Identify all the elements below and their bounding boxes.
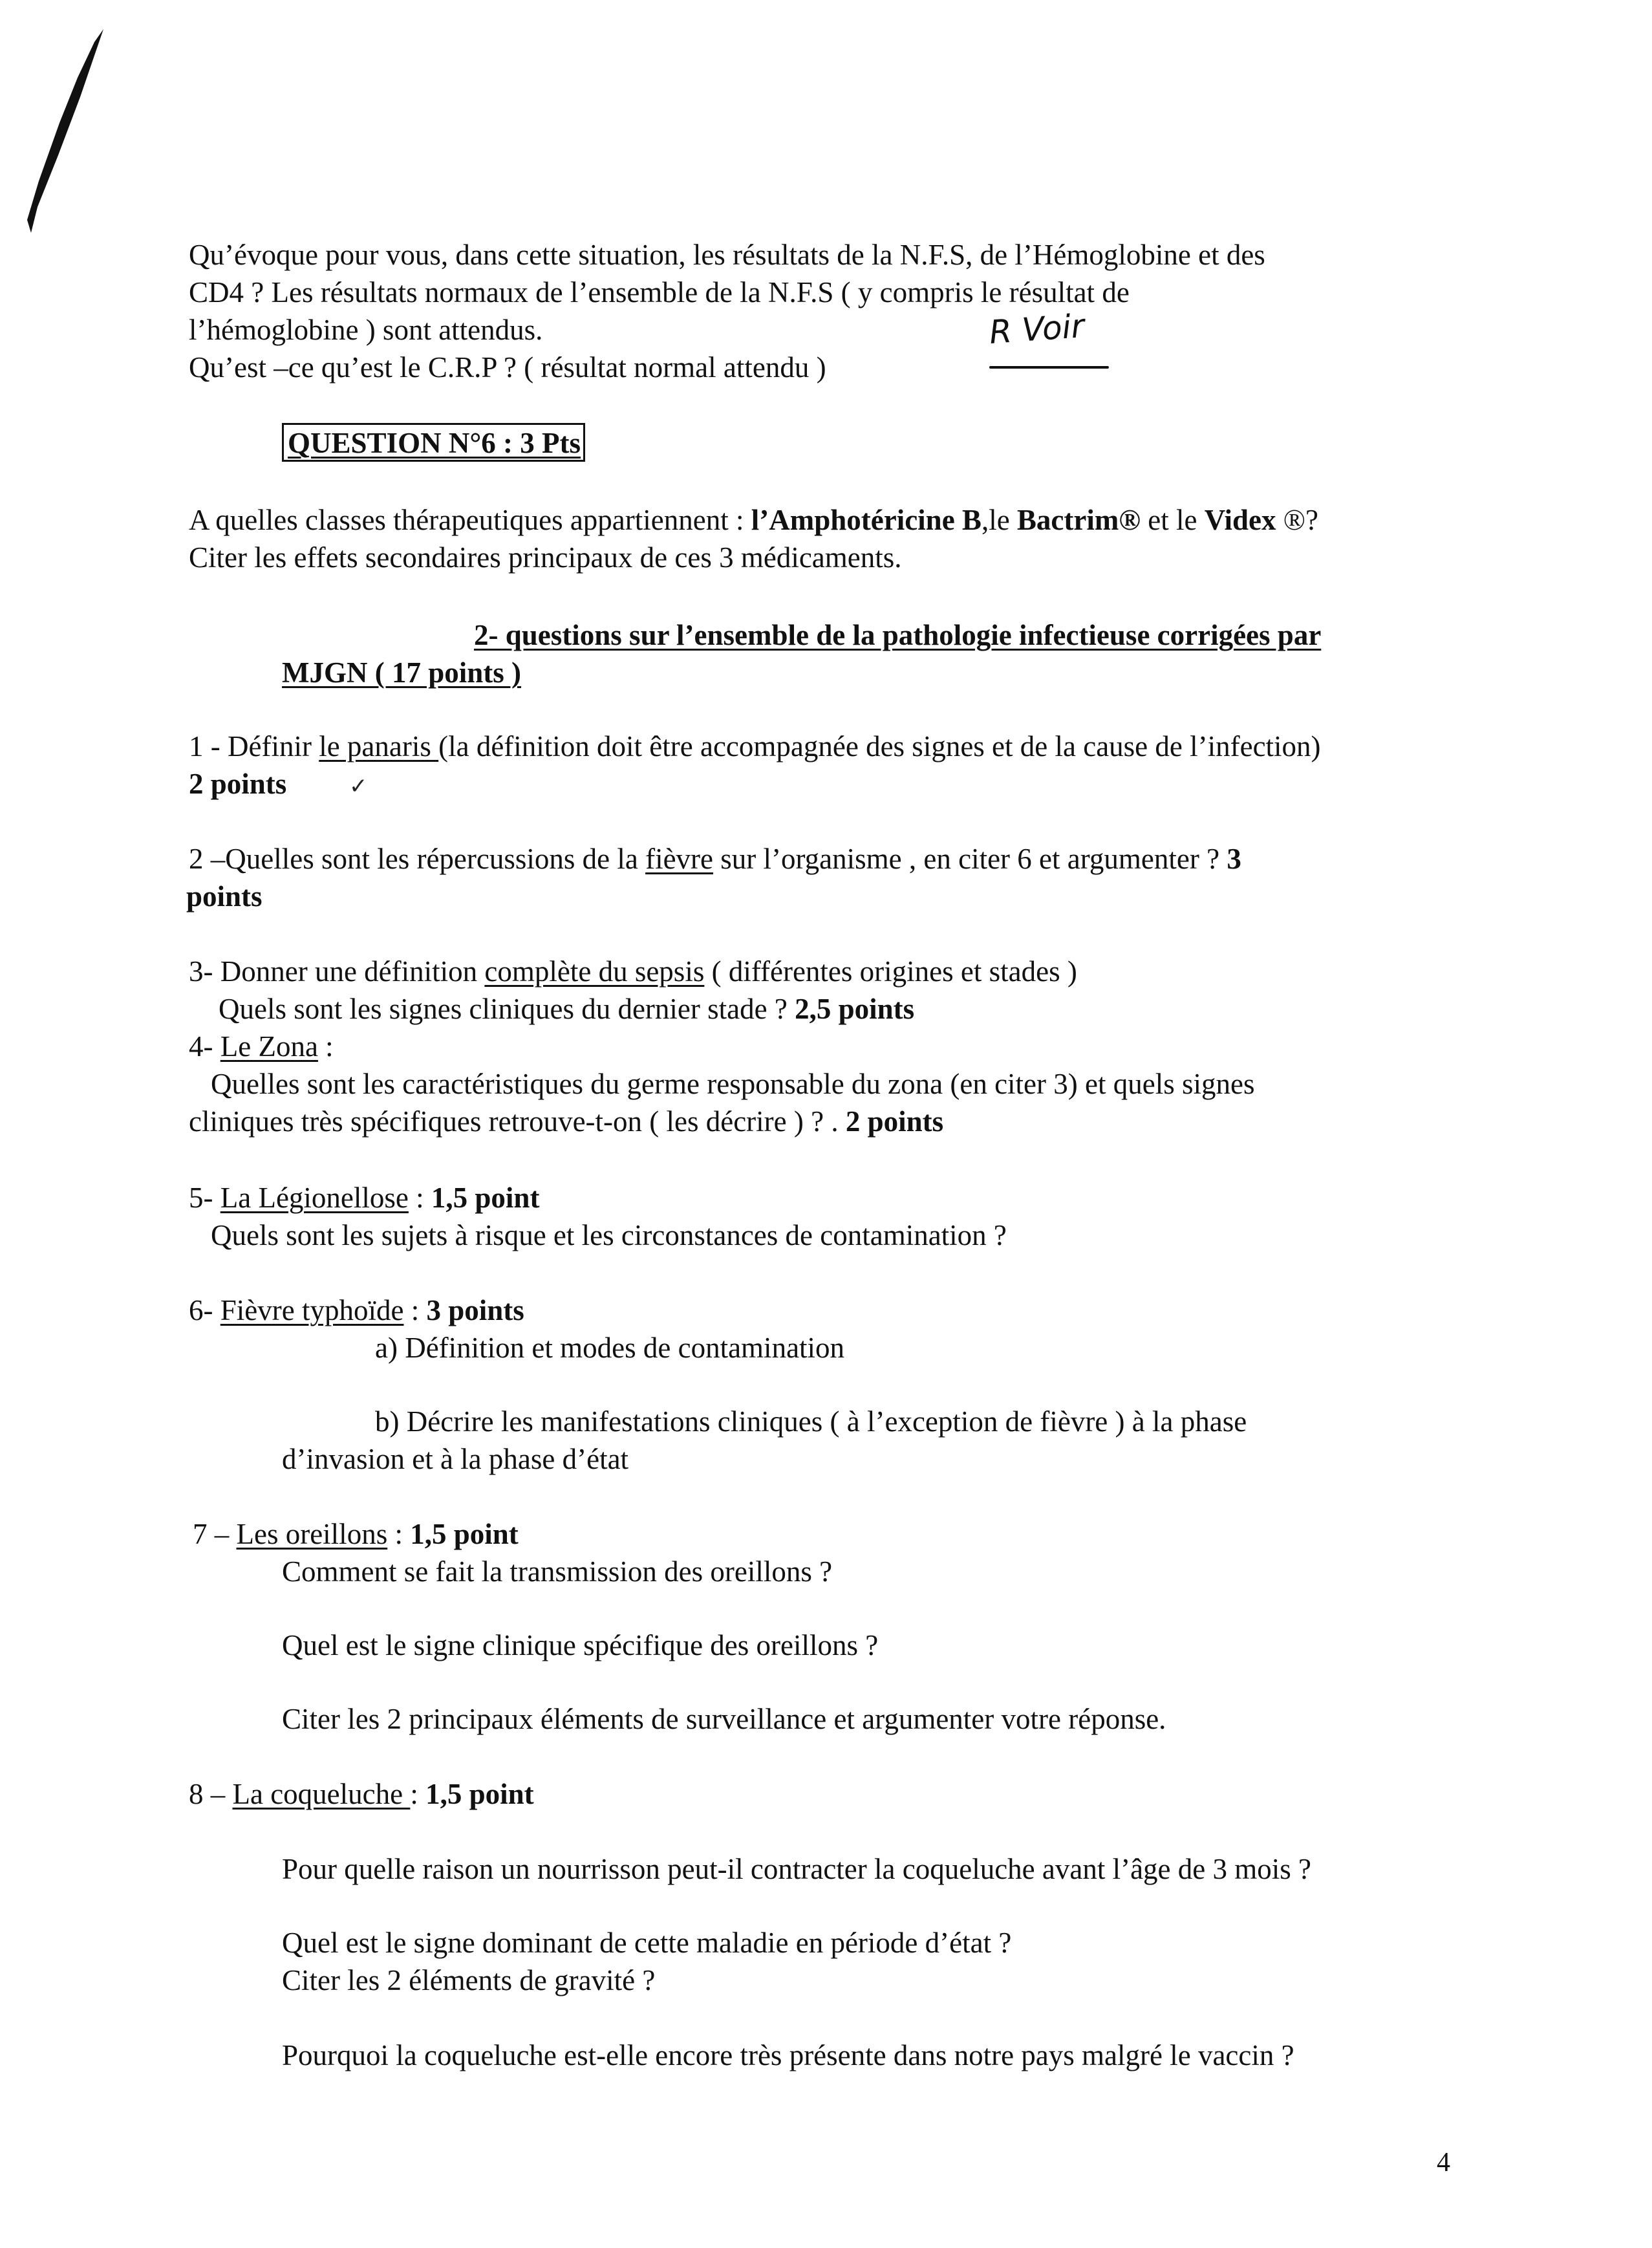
item-2-points-a: 3: [1227, 843, 1241, 875]
item-8-line-3: Quel est le signe dominant de cette maladie en période d’état ?: [282, 1927, 1012, 1959]
item-5-topic: La Légionellose: [220, 1182, 409, 1214]
item-5-prefix: 5-: [189, 1182, 220, 1214]
scan-mark-stroke: [13, 26, 110, 239]
handwritten-underline: [989, 366, 1109, 369]
question-6-title: QUESTION N°6 : 3 Pts: [282, 423, 585, 462]
item-6-colon: :: [403, 1294, 427, 1326]
q6-text-a: A quelles classes thérapeutiques appartiennent :: [189, 504, 751, 536]
item-7-line-2: Comment se fait la transmission des oreillons ?: [282, 1555, 833, 1588]
item-4-prefix: 4-: [189, 1030, 220, 1063]
item-8-line-4: Citer les 2 éléments de gravité ?: [282, 1964, 656, 1996]
item-3-text: ( différentes origines et stades ): [704, 955, 1077, 988]
handwritten-note: R Voir: [988, 307, 1086, 352]
item-2-topic: fièvre: [645, 843, 714, 875]
item-7-colon: :: [387, 1518, 411, 1550]
item-8-line-1: [189, 1776, 534, 1812]
q6-drug-bactrim: Bactrim®: [1016, 504, 1141, 536]
item-7-line-1: [193, 1516, 519, 1552]
item-4-topic: Le Zona: [220, 1030, 318, 1063]
item-8-line-2: Pour quelle raison un nourrisson peut-il contracter la coqueluche avant l’âge de 3 mois ?: [282, 1853, 1311, 1885]
item-6-topic: Fièvre typhoïde: [220, 1294, 404, 1326]
q6-drug-videx: Videx: [1204, 504, 1283, 536]
item-4-line-3: [189, 1103, 943, 1140]
item-3-line-1: [189, 953, 1077, 989]
item-3-points: 2,5 points: [795, 993, 915, 1025]
intro-line-3: l’hémoglobine ) sont attendus.: [189, 314, 543, 346]
item-5-colon: :: [408, 1182, 431, 1214]
item-7-line-3: Quel est le signe clinique spécifique des oreillons ?: [282, 1629, 879, 1661]
item-4-line-2: Quelles sont les caractéristiques du germe responsable du zona (en citer 3) et quels signes: [211, 1068, 1255, 1100]
item-1-points: 2 points: [189, 768, 287, 800]
question-6-line-2: Citer les effets secondaires principaux de ces 3 médicaments.: [189, 541, 902, 574]
question-6-line-1: [189, 502, 1318, 538]
item-2-prefix: 2 –Quelles sont les répercussions de la: [189, 843, 646, 875]
item-7-prefix: 7 –: [193, 1518, 237, 1550]
item-7-topic: Les oreillons: [236, 1518, 388, 1550]
item-3-prefix: 3- Donner une définition: [189, 955, 485, 988]
item-6-line-1: [189, 1292, 524, 1328]
item-4-line-1: [189, 1028, 334, 1065]
q6-text-g: ®?: [1283, 504, 1318, 536]
section-2-title-line-2: MJGN ( 17 points ): [282, 656, 521, 689]
item-4-points: 2 points: [845, 1105, 944, 1138]
section-2-title-line-1: 2- questions sur l’ensemble de la pathologie infectieuse corrigées par: [474, 619, 1322, 651]
question-6-heading: [282, 423, 585, 462]
item-5-line-1: [189, 1180, 539, 1216]
item-6-prefix: 6-: [189, 1294, 220, 1326]
item-6-points: 3 points: [426, 1294, 524, 1326]
item-6-part-a: a) Définition et modes de contamination: [375, 1332, 845, 1364]
q6-text-e: et le: [1140, 504, 1205, 536]
intro-line-2: CD4 ? Les résultats normaux de l’ensemble de la N.F.S ( y compris le résultat de: [189, 276, 1130, 308]
page-number: 4: [1437, 2148, 1450, 2178]
item-4-colon: :: [317, 1030, 334, 1063]
item-5-line-2: Quels sont les sujets à risque et les circonstances de contamination ?: [211, 1219, 1007, 1251]
item-2-points-b: points: [186, 880, 263, 913]
intro-line-1: Qu’évoque pour vous, dans cette situation, les résultats de la N.F.S, de l’Hémoglobine et des: [189, 239, 1265, 271]
item-3-line-2: [219, 991, 914, 1027]
item-4-question: cliniques très spécifiques retrouve-t-on ( les décrire ) ? .: [189, 1105, 846, 1138]
item-1-text: (la définition doit être accompagnée des signes et de la cause de l’infection): [438, 730, 1321, 762]
item-8-topic: La coqueluche: [232, 1778, 411, 1810]
item-8-prefix: 8 –: [189, 1778, 233, 1810]
item-3-topic: complète du sepsis: [484, 955, 705, 988]
item-7-line-4: Citer les 2 principaux éléments de surveillance et argumenter votre réponse.: [282, 1703, 1166, 1735]
item-8-line-5: Pourquoi la coqueluche est-elle encore très présente dans notre pays malgré le vaccin ?: [282, 2039, 1294, 2071]
item-1-prefix: 1 - Définir: [189, 730, 319, 762]
item-1-topic: le panaris: [319, 730, 439, 762]
intro-line-4: Qu’est –ce qu’est le C.R.P ? ( résultat normal attendu ): [189, 351, 826, 384]
item-1-line-1: [189, 728, 1321, 764]
item-8-colon: :: [410, 1778, 426, 1810]
item-2-text: sur l’organisme , en citer 6 et argumenter ?: [713, 843, 1227, 875]
item-2-line-1: [189, 841, 1241, 877]
item-5-points: 1,5 point: [431, 1182, 540, 1214]
q6-drug-amphotericine: l’Amphotéricine B: [751, 504, 982, 536]
item-6-part-b-line-2: d’invasion et à la phase d’état: [282, 1443, 629, 1475]
item-3-question: Quels sont les signes cliniques du dernier stade ?: [219, 993, 795, 1025]
q6-text-c: ,le: [981, 504, 1017, 536]
handwritten-check-icon: ✓: [349, 773, 368, 799]
item-8-points: 1,5 point: [425, 1778, 534, 1810]
item-7-points: 1,5 point: [410, 1518, 519, 1550]
item-6-part-b-line-1: b) Décrire les manifestations cliniques ( à l’exception de fièvre ) à la phase: [375, 1405, 1247, 1438]
